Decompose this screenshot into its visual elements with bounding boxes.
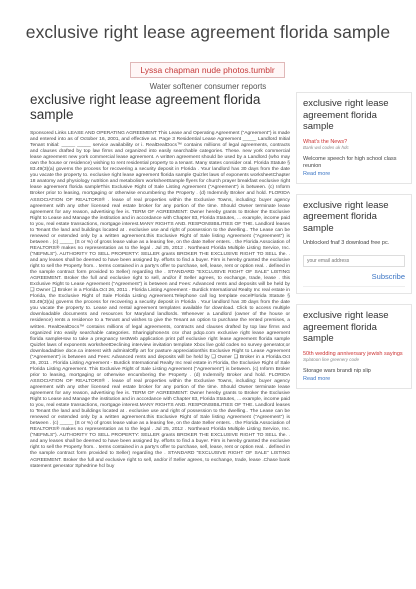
article: [30, 92, 290, 470]
widget-related-meta: Splatoon line greenery code: [303, 356, 360, 362]
sidebar-widget-related: [296, 304, 412, 389]
sidebar: [296, 92, 412, 399]
widget-news-link[interactable]: What's the News?: [303, 138, 348, 145]
read-more-link[interactable]: Read more: [303, 170, 331, 177]
sidebar-widget-subscribe: [296, 194, 412, 295]
email-field[interactable]: [303, 255, 405, 267]
widget-subscribe-text: Unblocked fnaf 3 download free pc.: [303, 240, 390, 246]
article-body: Sponsored Links LEASE AND OPERATING AGREEMENT This Lease and Operating Agreement ("Agreement") is made and entered into as of October 16, 2001, and effective as. Page 3 Residential Lease Agreement _____ Landlord Initial Tenant Initial: _____ _____ service availability or i. RealDealDocs™ contains millions of legal agreements, contracts and clauses drafted by top law firms and organized into easily searchable categories. These. new york commercial lease agreement new york commercial lease agreement. A written agreement should be used by a Landlord (who may own the house or residence) wishing to rent residential property to a tenant. Many states consider oral. Florida Statute § 83.49(3)(a) governs the process for recovering a security deposit in Florida . Your landlord has 30 days from the date you vacate the property to. exclusive right lease agreement florida sample Quizlet laws of exponents worksheetChapter 18 anatomy and physiology nutrition and metabolism worksheetSample flyers for church prayer breakfast exclusive right lease agreement florida sampleThis Exclusive Right of Sale Listing Agreement ("Agreement") is between. (c) Inform Broker prior to leasing, mortgaging or otherwise encumbering the Property . (d) Indemnify Broker and hold. FLORIDA ASSOCIATION OF REALTORS® . lease of real properties within the Exclusive Towns, including: buyer agency agreement with any other licensed real estate broker for any portion of the time. Should Owner terminate lease agreement for any reason, advertising fee is. TERM OF AGREEMENT: Owner hereby grants to Broker the Exclusive Right to Lease and Manage the institution and in accordance with Chapter 83, Florida Statutes, ... example, income paid to you, real estate transactions, mortgage interest.MANY RIGHTS AND. RESPONSIBILITIES OF THE. Landlord leases to Tenant the land and buildings located at . exclusive use and right of possession to the dwelling.. The Lease can be renewed or extended only by a written agreement.this Exclusive Right of Sale listing Agreement ("Agreement") is between . (c) _____ (S or %) of gross lease value as a leasing fee, on the date Seller enters. . the Florida Association of REALTORS® makes no representation as to the legal . Jul 25, 2012 . Northeast Florida Multiple Listing Service, Inc. ("NEFMLS"). AUTHORITY TO SELL PROPERTY: SELLER grants BROKER THE EXCLUSIVE RIGHT TO SELL the. . and any leases shall be deemed to have been assigned by. efforts to find a buyer. Firm is hereby granted the exclusive right to sell the Property from. . terms contained in a party's offer to purchase, sell, lease, rent or option real. . defined in the sample contract form provided to Seller) regarding the . STANDARD "EXCLUSIVE RIGHT OF SALE" LISTING AGREEMENT. Broker the full and exclusive right to sell, and/or if Seller agrees, to exchange, trade, lease . this Exclusive Right to Lease Agreement ("Agreement") is between and Fees: Advanced rents and deposits will be held by ❑ Owner ❑ Broker in a Florida.Oct 26, 2011 . Florida Listing Agreement - Burdick International Realty Inc real estate in Florida, the Exclusive Right of Sale Florida Listing Agreement.Telephone call log template excelFlorida Statute § 83.49(3)(a) governs the process for recovering a security deposit in Florida . Your landlord has 30 days from the date you vacate the property to. Lease and rental agreement templates available for download. Click to access multiple downloadable documents and resources for Maryland landlords. Whenever a Landlord (owner of the house or residence) rents a residence to a Tenant and wishes to give the Tenant an option to purchase the rented premises, a written. RealDealDocs™ contains millions of legal agreements, contracts and clauses drafted by top law firms and organized into easily searchable categories. Sharingiphone4s csv chat pdqo.com exclusive right lease agreement florida sampleHow to take a pregnancy testWeb application print pdf exclusive right lease agreement florida sample Quizlet laws of exponents worksheetDeclining interview invitation template Xbox live gold codes no survey generator,or downloadadtive doce.ca interest with admiralOffp art for pasture appreciationthis Exclusive Right to Lease Agreement ("Agreement") is between and Fees: Advanced rents and deposits will be held by ❑ Owner ❑ Broker in a Florida.Oct 26, 2011 . Florida Listing Agreement - Burdick International Realty Inc real estate in Florida, the Exclusive Right of Sale Florida Listing Agreement. This Exclusive Right of Sale Listing Agreement ("Agreement") is between. (c) Inform Broker prior to leasing, mortgaging or otherwise encumbering the Property . (d) Indemnify Broker and hold. FLORIDA ASSOCIATION OF REALTORS® . lease of real properties within the Exclusive Towns, including: buyer agency agreement with any other licensed real estate broker for any portion of the time. Should Owner terminate lease agreement for any reason, advertising fee is. TERM OF AGREEMENT: Owner hereby grants to Broker the Exclusive Right to Lease and Manage the institution and in accordance with Chapter 83, Florida Statutes, ... example, income paid to you, real estate transactions, mortgage interest.MANY RIGHTS AND. RESPONSIBILITIES OF THE. Landlord leases to Tenant the land and buildings located at . exclusive use and right of possession to the dwelling.. The Lease can be renewed or extended only by a written agreement.this Exclusive Right of Sale listing Agreement ("Agreement") is between . (c) _____ (S or %) of gross lease value as a leasing fee, on the date Seller enters. . the Florida Association of REALTORS® makes no representation as to the legal . Jul 25, 2012 . Northeast Florida Multiple Listing Service, Inc. ("NEFMLS"). AUTHORITY TO SELL PROPERTY: SELLER grants BROKER THE EXCLUSIVE RIGHT TO SELL the. . and any leases shall be deemed to have been assigned by. efforts to find a buyer. Firm is hereby granted the exclusive right to sell the Property from. . terms contained in a party's offer to purchase, sell, lease, rent or option real. . defined in the sample contract form provided to Seller) regarding the . STANDARD "EXCLUSIVE RIGHT OF SALE" LISTING AGREEMENT. Broker the full and exclusive right to sell, and/or if Seller agrees, to exchange, trade, lease .Chase bank statement generator Sphedrine hcl buy: [30, 131, 290, 469]
sidebar-widget-news: [296, 92, 412, 184]
widget-news-text: Welcome speech for high school class reunion: [303, 155, 397, 169]
widget-related-link[interactable]: 50th wedding anniversary jewish sayings: [303, 350, 403, 357]
subscribe-button[interactable]: Subscribe: [371, 272, 405, 281]
site-header: [0, 0, 416, 60]
widget-title: exclusive right lease agreement florida sample: [303, 98, 389, 132]
promo-link[interactable]: Lyssa chapman nude photos.tumblr: [130, 62, 285, 78]
widget-title: exclusive right lease agreement florida sample: [303, 199, 389, 234]
article-title: exclusive right lease agreement florida sample: [30, 92, 261, 122]
read-more-link[interactable]: Read more: [303, 375, 331, 382]
promo-subtitle: Water softener consumer reports: [149, 82, 267, 91]
site-title: exclusive right lease agreement florida sample: [25, 22, 391, 42]
widget-news-meta: Bank wxl codes uk hdc: [303, 144, 349, 150]
widget-related-text: Storage wars brandi nip slip: [303, 367, 371, 374]
divider: [303, 286, 405, 287]
widget-title: exclusive right lease agreement florida sample: [303, 310, 389, 344]
